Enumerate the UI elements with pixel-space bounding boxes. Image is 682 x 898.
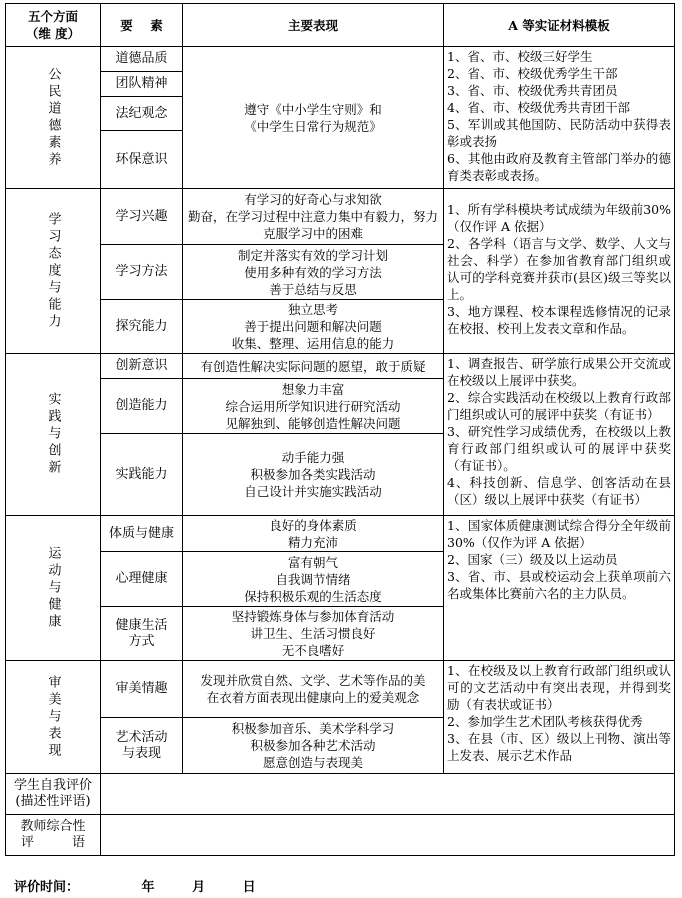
dimension-civic-morality: 公民道德素养 <box>5 46 101 189</box>
performance-line: 综合运用所学知识进行研究活动 <box>225 398 401 414</box>
evidence-item: 2、省、市、校级优秀学生干部 <box>447 66 618 81</box>
evidence-item: 2、各学科（语言与文学、数学、人文与社会、科学）在参加省教育部门组织或认可的学科竞赛并获市(县区)级三等奖以上。 <box>447 236 671 302</box>
evidence-item: 3、研究性学习成绩优秀，在校级以上教育行政部门组织或认可的展评中获奖（有证书）。 <box>447 424 671 473</box>
evidence-item: 1、国家体质健康测试综合得分全年级前 30%（仅作为评 A 依据） <box>447 518 671 550</box>
evidence-item: 3、省、市、县或校运动会上获单项前六名或集体比赛前六名的主力队员。 <box>447 569 671 601</box>
evidence-practice <box>443 353 675 516</box>
element-innovation-awareness: 创新意识 <box>100 353 183 379</box>
element-learning-interest: 学习兴趣 <box>100 188 183 245</box>
teacher-label-char: 语 <box>71 835 85 850</box>
performance-line: 积极参加各种艺术活动 <box>250 738 376 753</box>
performance-learning-method <box>182 244 444 300</box>
performance-line: 无不良嗜好 <box>281 643 345 658</box>
evidence-item: 2、参加学生艺术团队考核获得优秀 <box>447 714 643 729</box>
element-physique-health: 体质与健康 <box>100 515 183 552</box>
performance-line: 独立思考 <box>287 302 338 317</box>
evidence-item: 2、综合实践活动在校级以上教育行政部门组织或认可的展评中获奖（有证书） <box>447 390 671 422</box>
performance-art-activities <box>182 717 444 774</box>
evaluation-table <box>5 3 675 856</box>
performance-line: 克服学习中的困难 <box>262 226 363 241</box>
performance-line: 保持积极乐观的生活态度 <box>244 588 382 604</box>
evidence-item: 4、省、市、校级优秀共青团干部 <box>447 100 630 115</box>
performance-healthy-lifestyle <box>182 606 444 661</box>
header-performance: 主要表现 <box>182 3 444 47</box>
teacher-evaluation-field[interactable] <box>100 814 675 856</box>
performance-line: 自己设计并实施实践活动 <box>244 484 382 499</box>
evidence-item: 3、在县（市、区）级以上刊物、演出等上发表、展示艺术作品 <box>447 731 671 763</box>
evaluation-date-label: 评价时间： <box>14 880 80 895</box>
performance-physique-health <box>182 515 444 552</box>
evidence-item: 1、调查报告、研学旅行成果公开交流或在校级以上展评中获奖。 <box>447 356 671 388</box>
performance-creative-ability <box>182 378 444 434</box>
performance-inquiry-ability <box>182 299 444 354</box>
performance-learning-interest <box>182 188 444 245</box>
performance-line: 《中学生日常行为规范》 <box>244 118 382 134</box>
performance-line: 积极参加音乐、美术学科学习 <box>231 721 395 736</box>
performance-line: 遵守《中小学生守则》和 <box>244 101 382 117</box>
dimension-learning: 学习态度与能力 <box>5 188 101 354</box>
performance-line: 有创造性解决实际问题的愿望，敢于质疑 <box>200 358 426 374</box>
element-aesthetic-taste: 审美情趣 <box>100 660 183 718</box>
performance-line: 良好的身体素质 <box>269 517 357 533</box>
performance-line: 使用多种有效的学习方法 <box>244 264 382 280</box>
teacher-label-line2 <box>21 835 85 851</box>
performance-line: 积极参加各类实践活动 <box>250 467 376 482</box>
self-evaluation-label: 学生自我评价 (描述性评语) <box>5 773 101 815</box>
teacher-evaluation-label <box>5 814 101 856</box>
evidence-civic <box>443 46 675 189</box>
performance-innovation-awareness <box>182 353 444 379</box>
evidence-item: 2、国家（三）级及以上运动员 <box>447 552 618 567</box>
performance-line: 富有朝气 <box>287 554 338 570</box>
evaluation-date-month[interactable]: 月 <box>192 880 206 895</box>
element-mental-health: 心理健康 <box>100 551 183 607</box>
evidence-learning <box>443 188 675 354</box>
performance-line: 勤奋，在学习过程中注意力集中有毅力，努力 <box>187 209 438 224</box>
element-healthy-lifestyle: 健康生活方式 <box>100 606 183 661</box>
evidence-item: 6、其他由政府及教育主管部门举办的德育类表彰或表扬。 <box>447 151 671 183</box>
performance-line: 精力充沛 <box>287 534 338 550</box>
performance-line: 愿意创造与表现美 <box>262 755 363 770</box>
element-environment-awareness: 环保意识 <box>100 130 183 189</box>
evidence-item: 3、地方课程、校本课程选修情况的记录在校报、校刊上发表文章和作品。 <box>447 304 671 336</box>
header-dimension: 五个方面 （维 度） <box>5 3 101 47</box>
performance-line: 制定并落实有效的学习计划 <box>237 247 388 263</box>
performance-line: 有学习的好奇心与求知欲 <box>244 192 382 207</box>
header-element: 要 素 <box>100 3 183 47</box>
performance-line: 见解独到、能够创造性解决问题 <box>225 415 401 431</box>
evaluation-date-day[interactable]: 日 <box>242 880 256 895</box>
evidence-item: 1、在校级及以上教育行政部门组织或认可的文艺活动中有突出表现，并得到奖励（有表状或证书） <box>447 663 671 712</box>
element-team-spirit: 团队精神 <box>100 71 183 97</box>
dimension-sport-health: 运动与健康 <box>5 515 101 661</box>
performance-line: 在衣着方面表现出健康向上的爱美观念 <box>206 690 420 705</box>
performance-line: 讲卫生、生活习惯良好 <box>250 626 376 641</box>
evidence-item: 1、所有学科模块考试成绩为年级前30%（仅作评 A 依据） <box>447 202 671 234</box>
evidence-sport-health <box>443 515 675 661</box>
performance-aesthetic-taste <box>182 660 444 718</box>
element-art-activities: 艺术活动与表现 <box>100 717 183 774</box>
evidence-item: 3、省、市、校级优秀共青团员 <box>447 83 618 98</box>
performance-line: 收集、整理、运用信息的能力 <box>231 336 395 351</box>
element-creative-ability: 创造能力 <box>100 378 183 434</box>
performance-line: 坚持锻炼身体与参加体育活动 <box>231 609 395 624</box>
performance-mental-health <box>182 551 444 607</box>
element-moral-quality: 道德品质 <box>100 46 183 72</box>
evidence-aesthetics <box>443 660 675 774</box>
teacher-label-line1: 教师综合性 <box>20 819 86 834</box>
element-inquiry-ability: 探究能力 <box>100 299 183 354</box>
evidence-item: 5、军训或其他国防、民防活动中获得表彰或表扬 <box>447 117 671 149</box>
performance-line: 善于总结与反思 <box>269 281 357 297</box>
performance-line: 自我调节情绪 <box>275 571 351 587</box>
teacher-label-char: 评 <box>21 835 35 850</box>
dimension-practice-innovation: 实践与创新 <box>5 353 101 516</box>
header-evidence: A 等实证材料模板 <box>443 3 675 47</box>
self-evaluation-field[interactable] <box>100 773 675 815</box>
evaluation-date-year[interactable]: 年 <box>141 880 155 895</box>
element-law-awareness: 法纪观念 <box>100 96 183 131</box>
evidence-item: 1、省、市、校级三好学生 <box>447 49 593 64</box>
performance-practical-ability <box>182 433 444 516</box>
evidence-item: 4、科技创新、信息学、创客活动在县（区）级以上展评中获奖（有证书） <box>447 475 671 507</box>
performance-line: 善于提出问题和解决问题 <box>244 319 382 334</box>
element-practical-ability: 实践能力 <box>100 433 183 516</box>
element-learning-method: 学习方法 <box>100 244 183 300</box>
performance-line: 动手能力强 <box>281 450 345 465</box>
dimension-aesthetics: 审美与表现 <box>5 660 101 774</box>
evaluation-date <box>14 876 256 895</box>
performance-civic <box>182 46 444 189</box>
performance-line: 发现并欣赏自然、文学、艺术等作品的美 <box>200 673 426 688</box>
performance-line: 想象力丰富 <box>281 381 345 397</box>
